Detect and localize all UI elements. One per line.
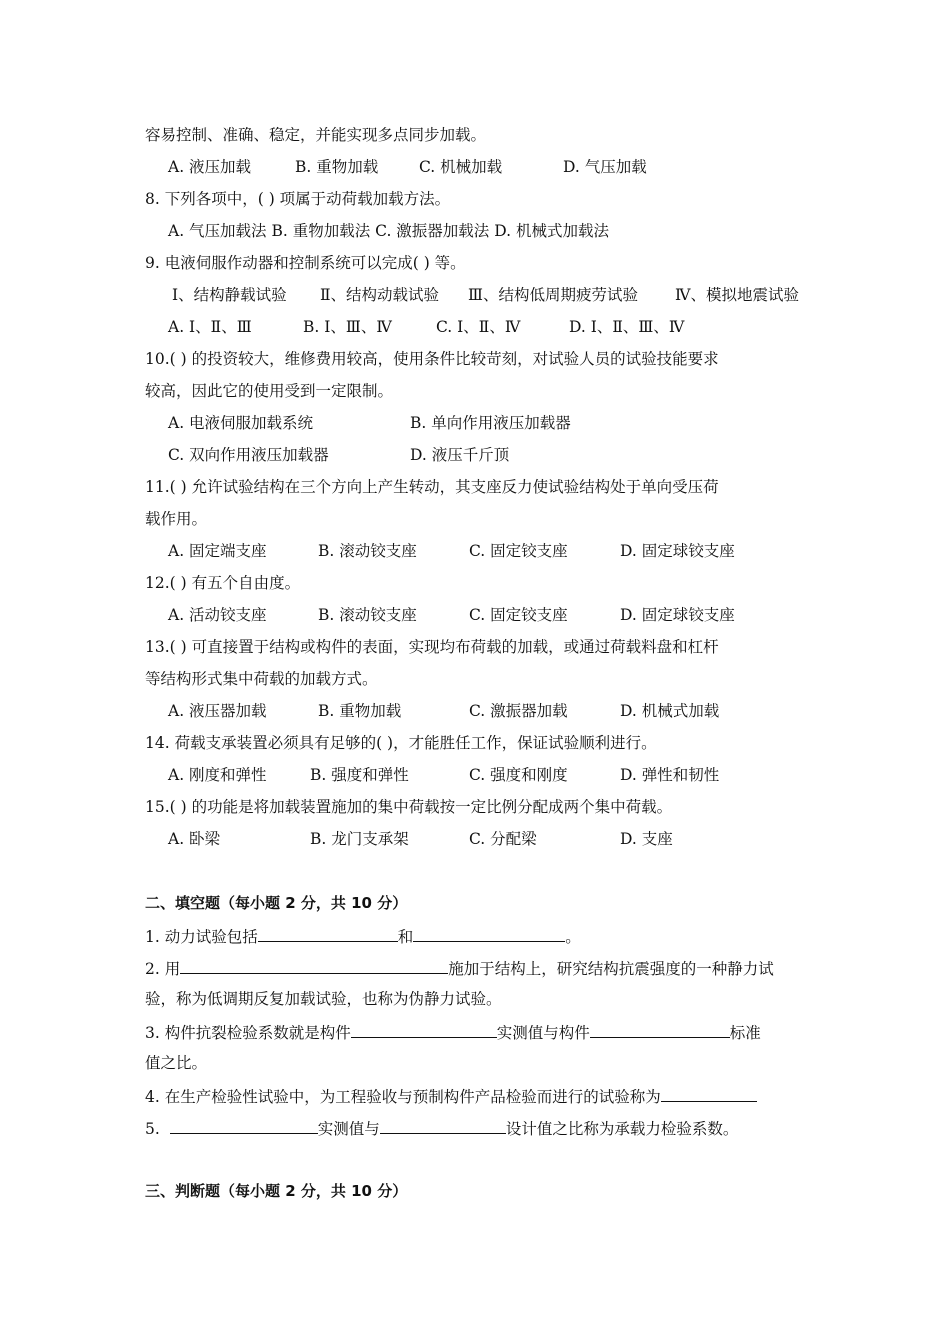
q12-option-b[interactable]: B. 滚动铰支座 [318, 606, 417, 624]
fill-q5-post: 设计值之比称为承载力检验系数。 [505, 1120, 739, 1138]
q7-options [145, 157, 810, 177]
q7-option-d[interactable]: D. 气压加载 [563, 158, 647, 176]
q7-continuation: 容易控制、准确、稳定，并能实现多点同步加载。 [145, 126, 487, 144]
q9-option-a[interactable]: A. Ⅰ、Ⅱ、Ⅲ [168, 318, 252, 336]
fill-q1-blank-1[interactable] [258, 925, 398, 942]
q13-options [145, 701, 810, 721]
fill-q5-mid: 实测值与 [317, 1120, 380, 1138]
q10-option-a[interactable]: A. 电液伺服加载系统 [168, 414, 314, 432]
q14-option-c[interactable]: C. 强度和刚度 [469, 766, 568, 784]
fill-q3-blank-2[interactable] [590, 1021, 730, 1038]
fill-q3-line2: 值之比。 [145, 1054, 208, 1072]
q10-option-d[interactable]: D. 液压千斤顶 [410, 446, 510, 464]
q13-stem-line1: 13.( ) 可直接置于结构或构件的表面，实现均布荷载的加载，或通过荷载料盘和杠杆 [145, 638, 719, 656]
q10-option-c[interactable]: C. 双向作用液压加载器 [168, 446, 329, 464]
q15-options [145, 829, 810, 849]
q15-stem: 15.( ) 的功能是将加载装置施加的集中荷载按一定比例分配成两个集中荷载。 [145, 798, 673, 816]
q9-option-b[interactable]: B. Ⅰ、Ⅲ、Ⅳ [303, 318, 392, 336]
q12-options [145, 605, 810, 625]
q9-option-c[interactable]: C. Ⅰ、Ⅱ、Ⅳ [436, 318, 521, 336]
q11-option-b[interactable]: B. 滚动铰支座 [318, 542, 417, 560]
fill-q2-line2: 验，称为低调期反复加载试验，也称为伪静力试验。 [145, 990, 502, 1008]
fill-q2-pre: 2. 用 [145, 960, 181, 978]
q13-option-c[interactable]: C. 激振器加载 [469, 702, 568, 720]
q9-item-2: Ⅱ、结构动载试验 [320, 286, 440, 304]
q9-item-1: Ⅰ、结构静载试验 [172, 286, 287, 304]
fill-q2 [145, 957, 774, 979]
q10-options-row2 [145, 445, 810, 465]
q13-option-b[interactable]: B. 重物加载 [318, 702, 402, 720]
q12-stem: 12.( ) 有五个自由度。 [145, 574, 301, 592]
q13-stem-line2: 等结构形式集中荷载的加载方式。 [145, 670, 378, 688]
q12-option-c[interactable]: C. 固定铰支座 [469, 606, 568, 624]
q11-stem-line2: 载作用。 [145, 510, 208, 528]
section-3-title: 三、判断题（每小题 2 分，共 10 分） [145, 1182, 408, 1200]
fill-q3 [145, 1021, 761, 1043]
q12-option-a[interactable]: A. 活动铰支座 [168, 606, 267, 624]
q15-option-a[interactable]: A. 卧梁 [168, 830, 221, 848]
section-2-title: 二、填空题（每小题 2 分，共 10 分） [145, 894, 408, 912]
q15-option-d[interactable]: D. 支座 [620, 830, 673, 848]
fill-q1 [145, 925, 581, 947]
q15-option-c[interactable]: C. 分配梁 [469, 830, 537, 848]
fill-q3-mid: 实测值与构件 [496, 1024, 590, 1042]
fill-q2-post: 施加于结构上，研究结构抗震强度的一种静力试 [448, 960, 774, 978]
fill-q5 [145, 1117, 738, 1139]
q14-option-d[interactable]: D. 弹性和韧性 [620, 766, 720, 784]
fill-q5-pre: 5. [145, 1120, 160, 1138]
q10-stem-line1: 10.( ) 的投资较大，维修费用较高，使用条件比较苛刻，对试验人员的试验技能要求 [145, 350, 719, 368]
q11-stem-line1: 11.( ) 允许试验结构在三个方向上产生转动，其支座反力使试验结构处于单向受压荷 [145, 478, 719, 496]
q8-options[interactable]: A. 气压加载法 B. 重物加载法 C. 激振器加载法 D. 机械式加载法 [168, 222, 609, 240]
q10-options-row1 [145, 413, 810, 433]
q14-option-a[interactable]: A. 刚度和弹性 [168, 766, 267, 784]
fill-q5-blank-2[interactable] [380, 1117, 506, 1134]
q11-option-c[interactable]: C. 固定铰支座 [469, 542, 568, 560]
fill-q4 [145, 1085, 757, 1107]
fill-q1-blank-2[interactable] [413, 925, 565, 942]
q9-item-3: Ⅲ、结构低周期疲劳试验 [468, 286, 638, 304]
q12-option-d[interactable]: D. 固定球铰支座 [620, 606, 735, 624]
q7-option-a[interactable]: A. 液压加载 [168, 158, 252, 176]
q13-option-a[interactable]: A. 液压器加载 [168, 702, 267, 720]
fill-q1-pre: 1. 动力试验包括 [145, 928, 258, 946]
fill-q4-pre: 4. 在生产检验性试验中，为工程验收与预制构件产品检验而进行的试验称为 [145, 1088, 661, 1106]
q11-option-d[interactable]: D. 固定球铰支座 [620, 542, 735, 560]
q9-stem: 9. 电液伺服作动器和控制系统可以完成( ) 等。 [145, 254, 466, 272]
q15-option-b[interactable]: B. 龙门支承架 [310, 830, 409, 848]
q8-stem: 8. 下列各项中，( ) 项属于动荷载加载方法。 [145, 190, 451, 208]
q9-item-4: Ⅳ、模拟地震试验 [675, 286, 799, 304]
q9-options [145, 317, 810, 337]
q13-option-d[interactable]: D. 机械式加载 [620, 702, 720, 720]
q9-items [145, 285, 810, 305]
q9-option-d[interactable]: D. Ⅰ、Ⅱ、Ⅲ、Ⅳ [569, 318, 685, 336]
q14-options [145, 765, 810, 785]
q11-options [145, 541, 810, 561]
q7-option-c[interactable]: C. 机械加载 [419, 158, 503, 176]
q11-option-a[interactable]: A. 固定端支座 [168, 542, 267, 560]
q10-stem-line2: 较高，因此它的使用受到一定限制。 [145, 382, 394, 400]
q10-option-b[interactable]: B. 单向作用液压加载器 [410, 414, 571, 432]
fill-q3-post: 标准 [729, 1024, 761, 1042]
fill-q3-blank-1[interactable] [351, 1021, 497, 1038]
fill-q2-blank[interactable] [180, 957, 448, 974]
fill-q1-post: 。 [565, 928, 581, 946]
q14-option-b[interactable]: B. 强度和弹性 [310, 766, 409, 784]
fill-q3-pre: 3. 构件抗裂检验系数就是构件 [145, 1024, 351, 1042]
fill-q5-blank-1[interactable] [170, 1117, 318, 1134]
fill-q1-mid: 和 [397, 928, 414, 946]
fill-q4-blank[interactable] [661, 1085, 757, 1102]
q7-option-b[interactable]: B. 重物加载 [295, 158, 379, 176]
q14-stem: 14. 荷载支承装置必须具有足够的( )，才能胜任工作，保证试验顺利进行。 [145, 734, 657, 752]
